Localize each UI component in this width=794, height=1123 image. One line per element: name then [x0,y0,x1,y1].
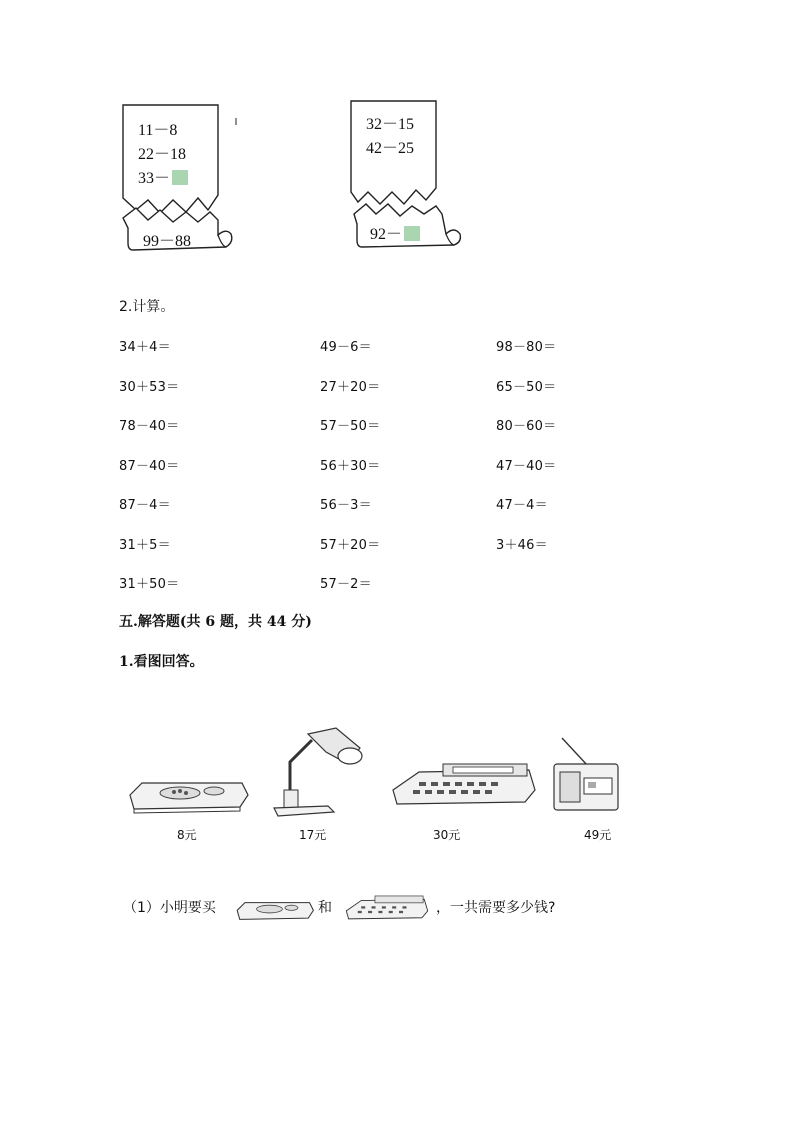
calc-problem: 87－4＝ [119,498,171,513]
question-1-title: 1.看图回答。 [119,654,204,670]
calc-problem: 27＋20＝ [320,379,381,395]
calc-problem: 98－80＝ [496,340,557,355]
calc-problem: 78－40＝ [119,419,180,434]
answer-box [404,226,420,241]
abacus-tray-icon [122,775,252,817]
receipt-2-line-2: 42－25 [366,140,415,157]
item-price: 17元 [299,828,327,842]
item-price: 49元 [584,828,612,842]
calc-problem: 34＋4＝ [119,340,171,355]
calc-problem: 3＋46＝ [496,537,548,553]
receipt-1-line-3-text: 33－ [138,170,171,187]
receipt-2-bottom-text: 92－ [370,226,403,243]
calc-problem: 65－50＝ [496,379,557,395]
item-price: 30元 [433,828,461,842]
sub-question-prefix: （1）小明要买 [123,900,216,916]
sub-question-suffix: ，一共需要多少钱? [436,900,556,916]
calc-problem: 31＋50＝ [119,577,180,592]
calc-problem: 87－40＝ [119,458,180,474]
receipt-2-bottom-line [370,221,420,244]
calc-problem: 56－3＝ [320,498,372,513]
calc-problem: 57＋20＝ [320,537,381,553]
receipt-2-line-1: 32－15 [366,116,415,133]
calc-problem: 30＋53＝ [119,379,180,395]
section-5-title: 五.解答题(共 6 题，共 44 分) [119,614,312,630]
section-2-title: 2.计算。 [119,299,175,315]
calc-problem: 57－50＝ [320,419,381,434]
calc-problem: 80－60＝ [496,419,557,434]
receipt-1-line-3 [138,165,188,188]
receipt-1-line-1: 11－8 [138,122,178,139]
calc-problem: 47－4＝ [496,498,548,513]
abacus-tray-icon [232,892,316,930]
item-price: 8元 [177,828,197,842]
calc-problem: 56＋30＝ [320,458,381,474]
answer-box [172,170,188,185]
calc-problem: 49－6＝ [320,340,372,355]
calc-problem: 47－40＝ [496,458,557,474]
receipt-1-line-2: 22－18 [138,146,187,163]
radio-icon [552,734,622,816]
calc-problem: 57－2＝ [320,577,372,592]
calculator-icon [389,760,539,810]
calc-problem: 31＋5＝ [119,537,171,553]
sub-question-middle: 和 [318,900,332,916]
receipt-1-bottom-line: 99－88 [143,233,192,250]
desk-lamp-icon [268,722,368,820]
calculator-icon [344,890,430,926]
